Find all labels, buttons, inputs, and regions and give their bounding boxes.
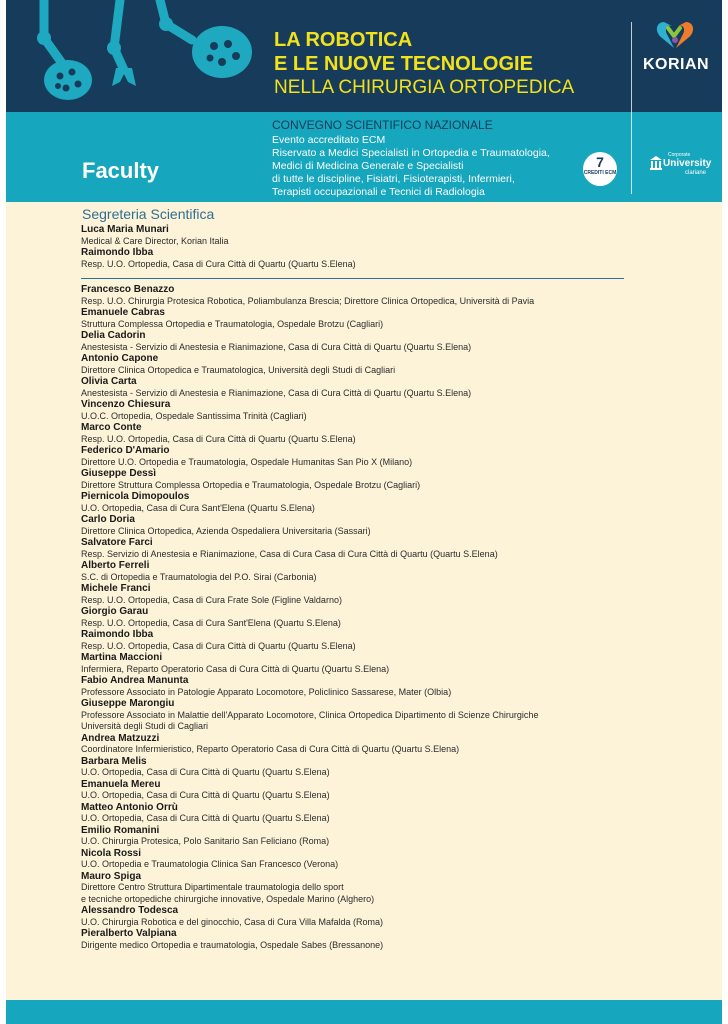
footer-band <box>6 1000 722 1024</box>
faculty-entry <box>81 514 538 537</box>
faculty-entry <box>81 445 538 468</box>
title-line-2: E LE NUOVE TECNOLOGIE <box>274 53 533 75</box>
robotic-arms-illustration <box>16 0 266 112</box>
section-separator <box>81 278 624 279</box>
person-name: Barbara Melis <box>81 755 147 767</box>
person-name: Emilio Romanini <box>81 824 160 836</box>
temple-icon <box>650 156 662 170</box>
faculty-entry <box>81 224 356 247</box>
faculty-entry <box>81 652 538 675</box>
person-name: Alessandro Todesca <box>81 905 179 916</box>
person-name: Martina Maccioni <box>81 652 163 663</box>
section-title-faculty: Faculty <box>82 158 160 183</box>
faculty-entry <box>81 353 538 376</box>
person-name: Salvatore Farci <box>81 537 153 548</box>
korian-wordmark: KORIAN <box>642 56 710 73</box>
person-role: Medical & Care Director, Korian Italia <box>81 235 229 246</box>
faculty-entry <box>81 560 538 583</box>
person-role: U.O. Chirurgia Robotica e del ginocchio, Casa di Cura Villa Mafalda (Roma) <box>81 916 383 927</box>
person-role: U.O.C. Ortopedia, Ospedale Santissima Trinità (Cagliari) <box>81 410 307 421</box>
segreteria-list <box>81 224 356 270</box>
faculty-entry <box>81 779 538 802</box>
faculty-entry <box>81 905 538 928</box>
person-name: Giuseppe Marongiu <box>81 698 175 709</box>
university-brand: clariane <box>685 170 707 176</box>
person-name: Raimondo Ibba <box>81 629 154 640</box>
person-name: Fabio Andrea Manunta <box>81 675 189 686</box>
faculty-list <box>81 284 538 951</box>
person-name: Antonio Capone <box>81 353 159 364</box>
person-role: Università degli Studi di Cagliari <box>81 721 209 731</box>
faculty-entry <box>81 825 538 848</box>
korian-heart-icon <box>654 18 696 50</box>
person-role: Direttore Struttura Complessa Ortopedia e Traumatologia, Ospedale Brotzu (Cagliari) <box>81 479 421 490</box>
person-name: Alberto Ferreli <box>81 560 150 571</box>
person-role: U.O. Ortopedia, Casa di Cura Città di Quartu (Quartu S.Elena) <box>81 813 330 823</box>
person-role: Professore Associato in Patologie Apparato Locomotore, Policlinico Sassarese, Mater (Olbia) <box>81 686 452 697</box>
person-role: Resp. U.O. Chirurgia Protesica Robotica, Poliambulanza Brescia; Direttore Clinica Ortopedica, Università di Pavia <box>81 295 535 306</box>
person-name: Michele Franci <box>81 583 151 594</box>
person-role: U.O. Chirurgia Protesica, Polo Sanitario San Feliciano (Roma) <box>81 836 330 846</box>
person-name: Mauro Spiga <box>81 870 142 882</box>
faculty-entry <box>81 733 538 756</box>
segreteria-title: Segreteria Scientifica <box>82 206 215 222</box>
person-name: Federico D'Amario <box>81 445 170 456</box>
person-name: Vincenzo Chiesura <box>81 399 171 410</box>
faculty-entry <box>81 468 538 491</box>
faculty-entry <box>81 606 538 629</box>
person-role: U.O. Ortopedia, Casa di Cura Sant'Elena (Quartu S.Elena) <box>81 502 315 513</box>
person-name: Delia Cadorin <box>81 330 146 341</box>
person-role: Professore Associato in Malattie dell'Apparato Locomotore, Clinica Ortopedica Dipartimento di Scienze Chirurgiche <box>81 709 539 720</box>
convegno-line: di tutte le discipline, Fisiatri, Fisioterapisti, Infermieri, <box>272 173 515 185</box>
person-name: Pieralberto Valpiana <box>81 928 177 939</box>
person-name: Emanuela Mereu <box>81 778 161 790</box>
title-line-3: NELLA CHIRURGIA ORTOPEDICA <box>274 77 575 98</box>
convegno-line: Riservato a Medici Specialisti in Ortopedia e Traumatologia, <box>272 147 550 159</box>
person-role: U.O. Ortopedia, Casa di Cura Città di Quartu (Quartu S.Elena) <box>81 767 330 777</box>
faculty-entry <box>81 491 538 514</box>
faculty-entry <box>81 583 538 606</box>
person-name: Giorgio Garau <box>81 606 149 617</box>
faculty-entry <box>81 307 538 330</box>
person-role: Direttore Clinica Ortopedica e Traumatologica, Università degli Studi di Cagliari <box>81 364 396 375</box>
person-role: Struttura Complessa Ortopedia e Traumatologia, Ospedale Brotzu (Cagliari) <box>81 318 384 329</box>
brochure-page <box>6 0 722 1024</box>
header-divider <box>631 22 632 194</box>
faculty-entry <box>81 422 538 445</box>
faculty-entry <box>81 399 538 422</box>
faculty-entry <box>81 330 538 353</box>
person-role: U.O. Ortopedia, Casa di Cura Città di Quartu (Quartu S.Elena) <box>81 790 330 800</box>
person-role: Coordinatore Infermieristico, Reparto Operatorio Casa di Cura Città di Quartu (Quartu S.Elena) <box>81 744 460 754</box>
faculty-entry <box>81 756 538 779</box>
person-role: Resp. U.O. Ortopedia, Casa di Cura Città di Quartu (Quartu S.Elena) <box>81 433 356 444</box>
person-role: Anestesista - Servizio di Anestesia e Rianimazione, Casa di Cura Città di Quartu (Quartu S.Elena) <box>81 387 472 398</box>
university-corporate-label: Corporate <box>668 152 691 158</box>
corporate-university-logo <box>646 152 722 182</box>
person-role: Direttore Clinica Ortopedica, Azienda Ospedaliera Universitaria (Sassari) <box>81 525 371 536</box>
person-role: Resp. U.O. Ortopedia, Casa di Cura Città di Quartu (Quartu S.Elena) <box>81 258 356 269</box>
faculty-entry <box>81 848 538 871</box>
person-name: Andrea Matzuzzi <box>81 732 160 744</box>
faculty-entry <box>81 871 538 906</box>
person-name: Olivia Carta <box>81 376 137 387</box>
person-name: Matteo Antonio Orrù <box>81 801 178 813</box>
person-role: S.C. di Ortopedia e Traumatologia del P.O. Sirai (Carbonia) <box>81 571 317 582</box>
person-role: Direttore U.O. Ortopedia e Traumatologia, Ospedale Humanitas San Pio X (Milano) <box>81 456 413 467</box>
university-name: University <box>663 158 712 169</box>
ecm-credits-badge <box>583 152 617 186</box>
faculty-entry <box>81 284 538 307</box>
person-name: Piernicola Dimopoulos <box>81 491 190 502</box>
person-name: Nicola Rossi <box>81 847 142 859</box>
person-name: Carlo Doria <box>81 514 135 525</box>
person-role: Resp. U.O. Ortopedia, Casa di Cura Frate Sole (Figline Valdarno) <box>81 594 342 605</box>
convegno-description <box>272 134 582 199</box>
faculty-entry <box>81 537 538 560</box>
person-role: Direttore Centro Struttura Dipartimentale traumatologia dello sport <box>81 882 344 892</box>
person-name: Marco Conte <box>81 422 142 433</box>
convegno-line: Terapisti occupazionali e Tecnici di Radiologia <box>272 186 485 198</box>
faculty-entry <box>81 629 538 652</box>
person-name: Emanuele Cabras <box>81 307 165 318</box>
faculty-entry <box>81 247 356 270</box>
person-name: Giuseppe Dessì <box>81 468 157 479</box>
person-name: Raimondo Ibba <box>81 247 154 258</box>
faculty-entry <box>81 928 538 951</box>
person-role: Infermiera, Reparto Operatorio Casa di Cura Città di Quartu (Quartu S.Elena) <box>81 663 390 674</box>
event-title <box>274 28 574 100</box>
person-role: Resp. Servizio di Anestesia e Rianimazione, Casa di Cura Casa di Cura Città di Quartu (Quartu S.Elena) <box>81 548 498 559</box>
convegno-line: Medici di Medicina Generale e Specialisti <box>272 160 464 172</box>
title-line-1: LA ROBOTICA <box>274 29 413 51</box>
person-role: U.O. Ortopedia e Traumatologia Clinica San Francesco (Verona) <box>81 859 339 869</box>
convegno-title: CONVEGNO SCIENTIFICO NAZIONALE <box>272 118 493 132</box>
faculty-entry <box>81 802 538 825</box>
person-role: Dirigente medico Ortopedia e traumatologia, Ospedale Sabes (Bressanone) <box>81 939 384 950</box>
ecm-credits-label: CREDITI ECM <box>583 170 617 176</box>
person-role: e tecniche ortopediche chirurgiche innovative, Ospedale Marino (Alghero) <box>81 893 375 904</box>
person-role: Resp. U.O. Ortopedia, Casa di Cura Sant'Elena (Quartu S.Elena) <box>81 617 341 628</box>
faculty-entry <box>81 675 538 698</box>
person-role: Resp. U.O. Ortopedia, Casa di Cura Città di Quartu (Quartu S.Elena) <box>81 640 356 651</box>
faculty-entry <box>81 376 538 399</box>
person-name: Luca Maria Munari <box>81 224 169 235</box>
convegno-line: Evento accreditato ECM <box>272 134 386 146</box>
faculty-entry <box>81 698 538 733</box>
person-role: Anestesista - Servizio di Anestesia e Rianimazione, Casa di Cura Città di Quartu (Quartu S.Elena) <box>81 341 472 352</box>
person-name: Francesco Benazzo <box>81 284 175 295</box>
korian-logo <box>628 0 722 112</box>
ecm-credits-number: 7 <box>596 154 604 170</box>
